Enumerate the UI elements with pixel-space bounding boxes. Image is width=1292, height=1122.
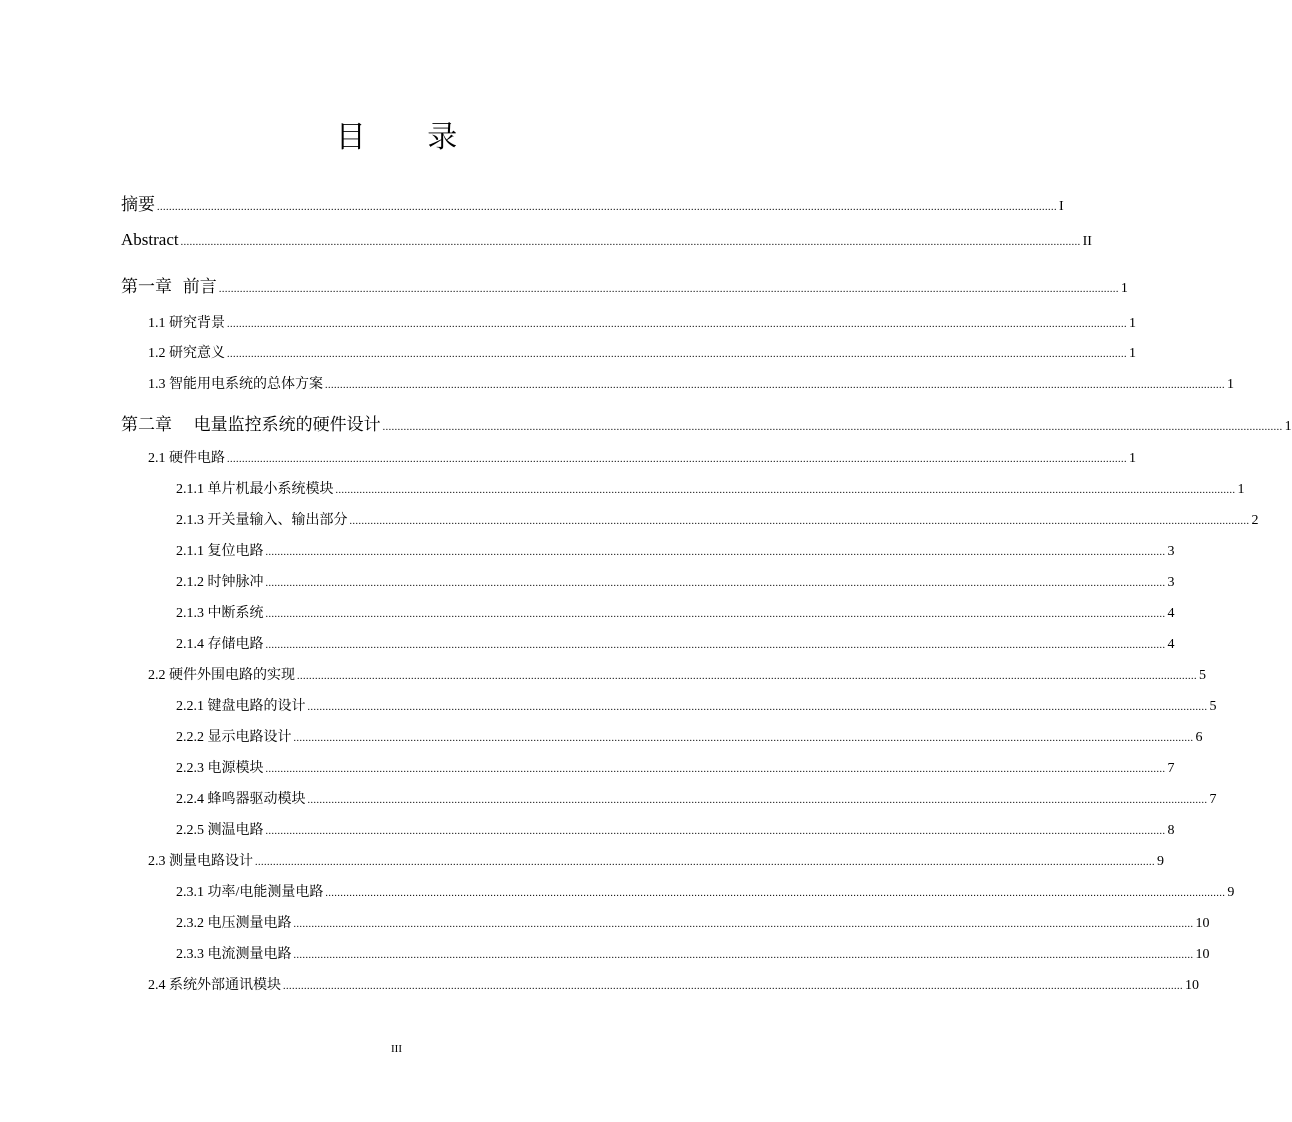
toc-entry-label: Abstract	[121, 230, 179, 249]
toc-entry-page: 1	[1284, 419, 1292, 434]
toc-entry-subsection[interactable]	[176, 571, 1175, 599]
toc-entry-label: 2.2.4 蜂鸣器驱动模块	[176, 792, 306, 807]
toc-entry-page: 6	[1195, 730, 1203, 745]
toc-entry-page: II	[1082, 234, 1092, 249]
toc-entry-label: 2.1.3 中断系统	[176, 606, 264, 621]
toc-entry-page: 1	[1227, 377, 1234, 392]
toc-entry-chapter-2[interactable]	[121, 410, 1292, 438]
dot-leader: ............................................................................................................................................................................................................................................................................................................	[265, 826, 1166, 837]
dot-leader: ............................................................................................................................................................................................................................................................................................................	[227, 319, 1127, 330]
toc-entry-page: 9	[1227, 885, 1235, 900]
toc-entry-label: 2.3 测量电路设计	[148, 854, 253, 869]
toc-entry-page: 10	[1185, 978, 1199, 993]
toc-entry-label: 2.2.1 键盘电路的设计	[176, 699, 306, 714]
toc-entry-subsection[interactable]	[176, 633, 1175, 661]
toc-entry-label: 2.2.3 电源模块	[176, 761, 264, 776]
dot-leader: ............................................................................................................................................................................................................................................................................................................	[307, 702, 1208, 713]
toc-entry-page: 1	[1237, 482, 1245, 497]
toc-entry-label: 2.3.3 电流测量电路	[176, 947, 292, 962]
toc-entry-page: 1	[1129, 451, 1136, 466]
dot-leader: ............................................................................................................................................................................................................................................................................................................	[265, 609, 1166, 620]
toc-entry-page: 1	[1129, 316, 1136, 331]
page-number: III	[391, 1043, 402, 1055]
toc-entry-label: 2.1.1 单片机最小系统模块	[176, 482, 334, 497]
dot-leader: ............................................................................................................................................................................................................................................................................................................	[265, 640, 1166, 651]
toc-entry-label: 2.1 硬件电路	[148, 451, 225, 466]
toc-entry-label: 第二章 电量监控系统的硬件设计	[121, 415, 381, 435]
toc-entry-chapter-1[interactable]	[121, 272, 1128, 300]
toc-entry-subsection[interactable]	[176, 509, 1259, 537]
toc-entry-subsection[interactable]	[176, 943, 1210, 971]
toc-entry-page: 10	[1195, 947, 1210, 962]
dot-leader: ............................................................................................................................................................................................................................................................................................................	[297, 671, 1197, 682]
toc-entry-label: 摘要	[121, 195, 155, 215]
dot-leader: ............................................................................................................................................................................................................................................................................................................	[283, 981, 1183, 992]
dot-leader: ............................................................................................................................................................................................................................................................................................................	[335, 485, 1236, 496]
toc-entry-label: 1.1 研究背景	[148, 316, 225, 331]
toc-entry-page: 3	[1167, 544, 1175, 559]
dot-leader: ............................................................................................................................................................................................................................................................................................................	[218, 284, 1119, 295]
toc-entry-page: 1	[1120, 281, 1128, 296]
toc-entry-subsection[interactable]	[176, 788, 1217, 816]
toc-entry-page: 4	[1167, 606, 1175, 621]
toc-entry-label: 2.3.1 功率/电能测量电路	[176, 885, 324, 900]
toc-entry-label: 2.1.2 时钟脉冲	[176, 575, 264, 590]
toc-entry-abstract-en[interactable]	[121, 230, 1092, 258]
dot-leader: ............................................................................................................................................................................................................................................................................................................	[265, 547, 1166, 558]
dot-leader: ............................................................................................................................................................................................................................................................................................................	[227, 349, 1127, 360]
dot-leader: ............................................................................................................................................................................................................................................................................................................	[293, 919, 1194, 930]
dot-leader: ............................................................................................................................................................................................................................................................................................................	[293, 733, 1194, 744]
toc-entry-subsection[interactable]	[176, 540, 1175, 568]
toc-entry-subsection[interactable]	[176, 478, 1245, 506]
toc-entry-page: 5	[1199, 668, 1206, 683]
dot-leader: ............................................................................................................................................................................................................................................................................................................	[307, 795, 1208, 806]
toc-entry-section[interactable]	[148, 447, 1136, 475]
toc-entry-page: 4	[1167, 637, 1175, 652]
dot-leader: ............................................................................................................................................................................................................................................................................................................	[325, 380, 1225, 391]
toc-entry-abstract-cn[interactable]	[121, 190, 1064, 218]
toc-entry-label: 2.4 系统外部通讯模块	[148, 978, 281, 993]
toc-entry-label: 2.3.2 电压测量电路	[176, 916, 292, 931]
dot-leader: ............................................................................................................................................................................................................................................................................................................	[265, 764, 1166, 775]
toc-entry-section[interactable]	[148, 312, 1136, 340]
toc-entry-page: 2	[1251, 513, 1259, 528]
toc-entry-subsection[interactable]	[176, 602, 1175, 630]
toc-entry-subsection[interactable]	[176, 912, 1210, 940]
toc-entry-page: 9	[1157, 854, 1164, 869]
toc-entry-subsection[interactable]	[176, 819, 1175, 847]
dot-leader: ............................................................................................................................................................................................................................................................................................................	[349, 516, 1250, 527]
toc-entry-section[interactable]	[148, 974, 1199, 1002]
toc-entry-page: 3	[1167, 575, 1175, 590]
dot-leader: ............................................................................................................................................................................................................................................................................................................	[293, 950, 1194, 961]
toc-entry-page: 7	[1209, 792, 1217, 807]
toc-entry-subsection[interactable]	[176, 757, 1175, 785]
dot-leader: ............................................................................................................................................................................................................................................................................................................	[255, 857, 1155, 868]
toc-entry-page: 1	[1129, 346, 1136, 361]
page-title: 目 录	[335, 120, 484, 155]
toc-entry-label: 1.3 智能用电系统的总体方案	[148, 377, 323, 392]
toc-entry-label: 2.2 硬件外围电路的实现	[148, 668, 295, 683]
toc-entry-section[interactable]	[148, 664, 1206, 692]
toc-entry-label: 2.1.3 开关量输入、输出部分	[176, 513, 348, 528]
toc-entry-page: I	[1059, 199, 1064, 214]
dot-leader: ............................................................................................................................................................................................................................................................................................................	[325, 888, 1226, 899]
toc-entry-page: 8	[1167, 823, 1175, 838]
toc-entry-page: 7	[1167, 761, 1175, 776]
toc-entry-subsection[interactable]	[176, 695, 1217, 723]
toc-entry-subsection[interactable]	[176, 881, 1235, 909]
dot-leader: ............................................................................................................................................................................................................................................................................................................	[157, 202, 1057, 213]
toc-entry-page: 5	[1209, 699, 1217, 714]
toc-entry-section[interactable]	[148, 850, 1164, 878]
toc-entry-label: 1.2 研究意义	[148, 346, 225, 361]
toc-entry-section[interactable]	[148, 373, 1234, 401]
toc-entry-section[interactable]	[148, 342, 1136, 370]
dot-leader: ............................................................................................................................................................................................................................................................................................................	[382, 422, 1283, 433]
toc-entry-label: 2.1.1 复位电路	[176, 544, 264, 559]
dot-leader: ............................................................................................................................................................................................................................................................................................................	[265, 578, 1166, 589]
toc-entry-label: 2.2.5 测温电路	[176, 823, 264, 838]
toc-entry-page: 10	[1195, 916, 1210, 931]
toc-entry-label: 2.2.2 显示电路设计	[176, 730, 292, 745]
toc-entry-label: 2.1.4 存储电路	[176, 637, 264, 652]
toc-entry-label: 第一章 前言	[121, 277, 217, 297]
dot-leader: ............................................................................................................................................................................................................................................................................................................	[180, 237, 1081, 248]
toc-entry-subsection[interactable]	[176, 726, 1203, 754]
dot-leader: ............................................................................................................................................................................................................................................................................................................	[227, 454, 1127, 465]
